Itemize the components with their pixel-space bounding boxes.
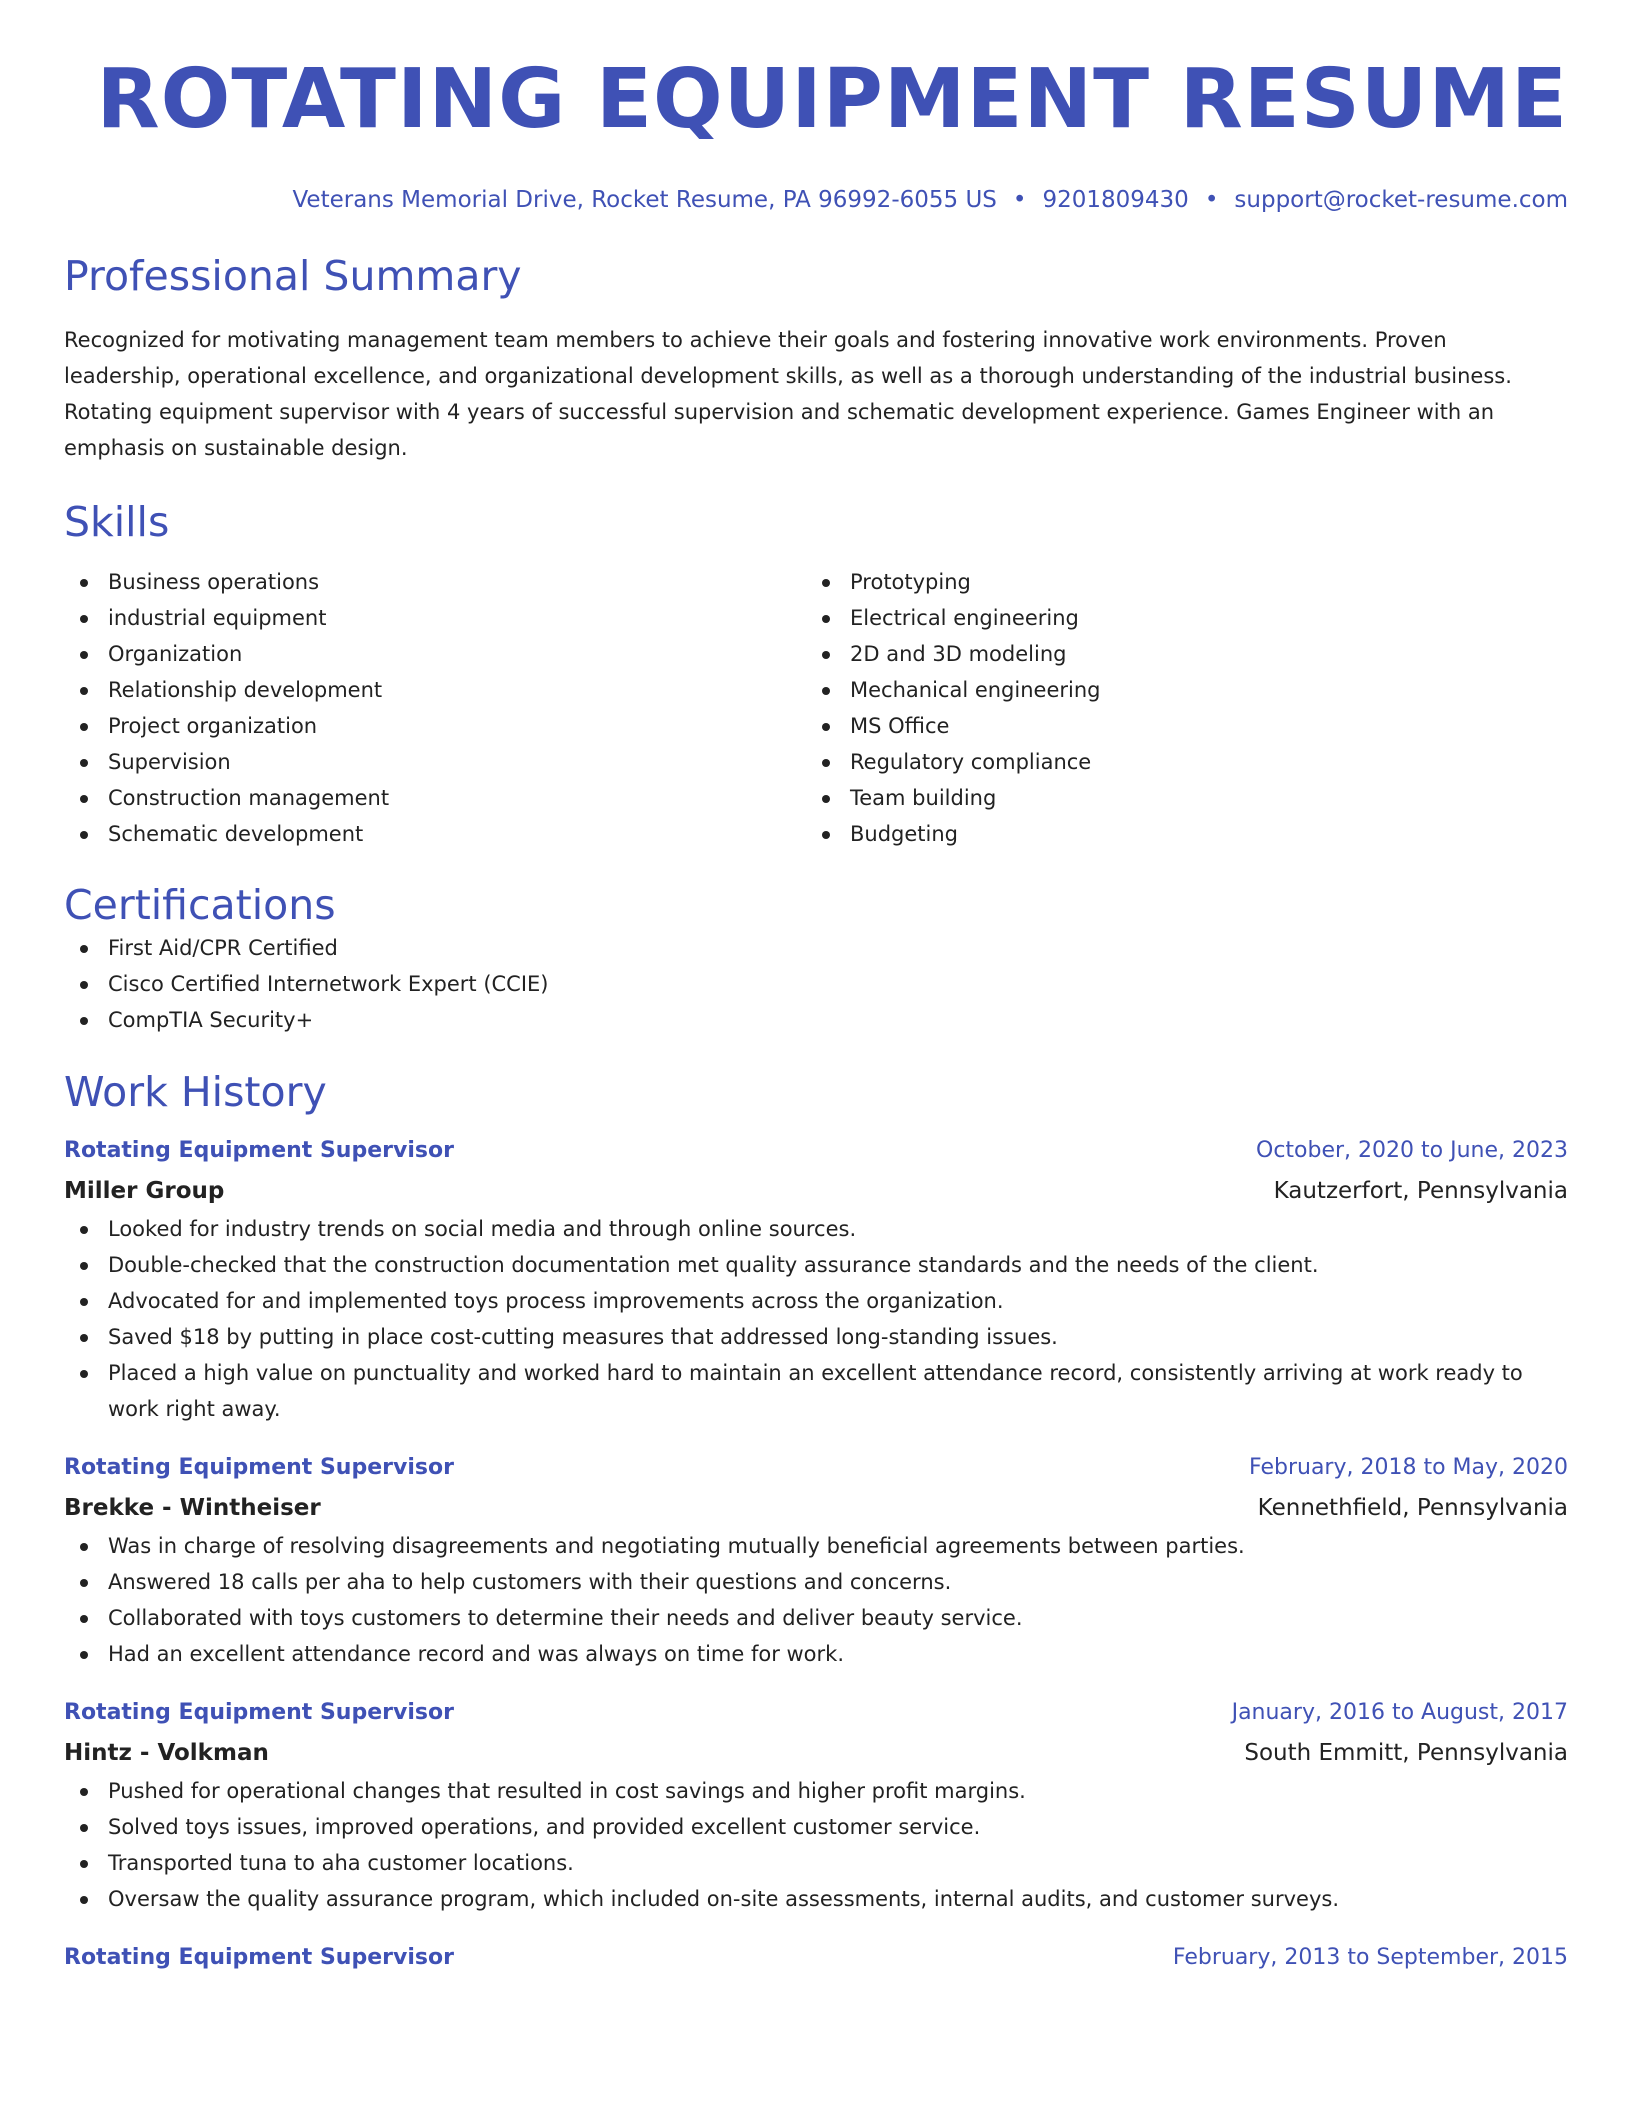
job-bullet: Saved $18 by putting in place cost-cutting measures that addressed long-standing issues.: [64, 1319, 1568, 1355]
certification-item: Cisco Certified Internetwork Expert (CCIE): [64, 966, 1568, 1002]
job-title: Rotating Equipment Supervisor: [64, 1138, 454, 1163]
skill-item: Regulatory compliance: [806, 744, 1548, 780]
skills-list-left: [64, 564, 806, 852]
job-bullet: Solved toys issues, improved operations, and provided excellent customer service.: [64, 1809, 1568, 1845]
job-title: Rotating Equipment Supervisor: [64, 1700, 454, 1725]
certifications-section: [64, 880, 1568, 1038]
job-dates: October, 2020 to June, 2023: [1256, 1138, 1568, 1163]
job-bullets: [64, 1528, 1568, 1672]
skill-item: Budgeting: [806, 816, 1548, 852]
skill-item: Organization: [64, 636, 806, 672]
contact-line: [64, 184, 1568, 216]
work-history-heading: Work History: [64, 1068, 327, 1116]
skill-item: Relationship development: [64, 672, 806, 708]
job-title-row: [64, 1693, 1568, 1733]
skills-list-right: [806, 564, 1548, 852]
job-company-row: [64, 1171, 1568, 1211]
skill-item: Construction management: [64, 780, 806, 816]
job-dates: January, 2016 to August, 2017: [1231, 1700, 1568, 1725]
job-title-row: [64, 1131, 1568, 1171]
job-bullet: Answered 18 calls per aha to help customers with their questions and concerns.: [64, 1564, 1568, 1600]
job-title: Rotating Equipment Supervisor: [64, 1945, 454, 1970]
skill-item: Prototyping: [806, 564, 1548, 600]
job-dates: February, 2013 to September, 2015: [1172, 1945, 1568, 1970]
skill-item: MS Office: [806, 708, 1548, 744]
job-bullet: Advocated for and implemented toys process improvements across the organization.: [64, 1283, 1568, 1319]
job-company: Hintz - Volkman: [64, 1740, 269, 1766]
job-dates: February, 2018 to May, 2020: [1249, 1455, 1568, 1480]
job-title-row: [64, 1938, 1568, 1978]
skill-item: Supervision: [64, 744, 806, 780]
job-bullet: Was in charge of resolving disagreements and negotiating mutually beneficial agreements between parties.: [64, 1528, 1568, 1564]
job-title-row: [64, 1448, 1568, 1488]
job-bullets: [64, 1211, 1568, 1427]
contact-separator: •: [1204, 187, 1219, 213]
contact-email: support@rocket-resume.com: [1234, 187, 1568, 213]
skills-heading: Skills: [64, 498, 170, 546]
job-bullet: Collaborated with toys customers to determine their needs and deliver beauty service.: [64, 1600, 1568, 1636]
skill-item: Project organization: [64, 708, 806, 744]
contact-address: Veterans Memorial Drive, Rocket Resume, PA 96992-6055 US: [292, 187, 997, 213]
resume-page: [64, 0, 1568, 1978]
skill-item: Mechanical engineering: [806, 672, 1548, 708]
skills-grid: [64, 564, 1568, 852]
summary-text: Recognized for motivating management team members to achieve their goals and fostering innovative work environments. Proven leadership, operational excellence, and organizational development skills, as well as a thorough understanding of the industrial business. Rotating equipment supervisor with 4 years of successful supervision and schematic development experience. Games Engineer with an emphasis on sustainable design.: [64, 328, 1512, 460]
contact-phone: 9201809430: [1042, 187, 1189, 213]
job-entry: [64, 1693, 1568, 1917]
job-company: Brekke - Wintheiser: [64, 1495, 321, 1521]
summary-section: [64, 251, 1568, 466]
certification-item: CompTIA Security+: [64, 1002, 1568, 1038]
job-location: Kennethfield, Pennsylvania: [1257, 1495, 1568, 1521]
job-bullet: Double-checked that the construction documentation met quality assurance standards and the needs of the client.: [64, 1247, 1568, 1283]
job-bullet: Placed a high value on punctuality and worked hard to maintain an excellent attendance record, consistently arriving at work ready to work right away.: [64, 1355, 1568, 1427]
job-location: South Emmitt, Pennsylvania: [1244, 1740, 1568, 1766]
job-bullet: Looked for industry trends on social media and through online sources.: [64, 1211, 1568, 1247]
job-entry: [64, 1131, 1568, 1427]
job-entry: [64, 1938, 1568, 1978]
certifications-heading: Certifications: [64, 881, 336, 929]
skill-item: Electrical engineering: [806, 600, 1548, 636]
skill-item: 2D and 3D modeling: [806, 636, 1548, 672]
job-bullet: Oversaw the quality assurance program, which included on-site assessments, internal audits, and customer surveys.: [64, 1881, 1568, 1917]
skill-item: Team building: [806, 780, 1548, 816]
work-history-section: [64, 1067, 1568, 1978]
certification-item: First Aid/CPR Certified: [64, 930, 1568, 966]
skills-section: [64, 497, 1568, 852]
job-bullets: [64, 1773, 1568, 1917]
job-bullet: Transported tuna to aha customer locations.: [64, 1845, 1568, 1881]
resume-header: [64, 0, 1568, 216]
resume-title: ROTATING EQUIPMENT RESUME: [96, 52, 1568, 147]
job-title: Rotating Equipment Supervisor: [64, 1455, 454, 1480]
job-company: Miller Group: [64, 1178, 225, 1204]
skill-item: Schematic development: [64, 816, 806, 852]
skill-item: industrial equipment: [64, 600, 806, 636]
job-location: Kautzerfort, Pennsylvania: [1273, 1178, 1568, 1204]
job-bullet: Pushed for operational changes that resulted in cost savings and higher profit margins.: [64, 1773, 1568, 1809]
job-entry: [64, 1448, 1568, 1672]
job-company-row: [64, 1733, 1568, 1773]
job-company-row: [64, 1488, 1568, 1528]
summary-heading: Professional Summary: [64, 252, 522, 300]
certifications-list: [64, 930, 1568, 1038]
skill-item: Business operations: [64, 564, 806, 600]
contact-separator: •: [1012, 187, 1027, 213]
job-bullet: Had an excellent attendance record and was always on time for work.: [64, 1636, 1568, 1672]
